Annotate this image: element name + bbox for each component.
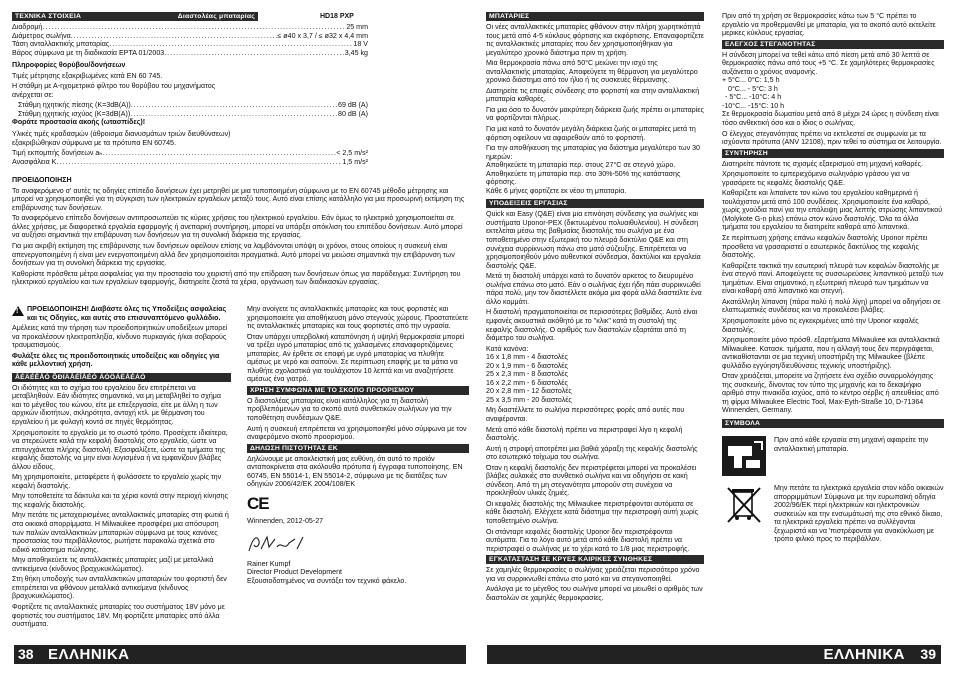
list-item: 20 x 1,9 mm - 6 διαστολές bbox=[486, 361, 568, 370]
leak-paragraph: Ο έλεγχος στεγανότητας πρέπει να εκτελεστεί σε συμφωνία με τα ισχύοντα πρότυπα (ANV 12108), πριν τεθεί το σύστημα σε λειτουργία. bbox=[722, 129, 942, 147]
battery-paragraph: Οι νέες ανταλλακτικές μπαταρίες φθάνουν στην πλήρη χωρητικότητά τους μετά από 4-5 κύκλους φόρτισης και εκφόρτισης. Επαναφορτίζετε τις ανταλλακτικές μπαταρίες που δεν χρησιμοποιήθηκαν για μεγαλύτερο χρονικό διάστημα πριν τη χρήση. bbox=[486, 23, 704, 57]
warning-paragraph: Για μια ακριβή εκτίμηση της επιβάρυνσης των δονήσεων οφείλουν επίσης να λαμβάνονται υπόψη οι χρόνοι, στους οποίους η συσκευή είναι απενεργοποιημένη ή είναι μεν ενεργοποιημένη αλλά δεν χρησιμοποιείται πραγματικά. Αυτό μπορεί να μειώσει σημαντικά την επιβάρυνση των δονήσεων για τη συνολική διάρκεια της εργασίας. bbox=[12, 242, 455, 268]
maintenance-paragraph: Καθαρίζετε και λιπαίνετε τον κώνο του εργαλείου καθημερινά ή τουλάχιστον μετά από 100 συνδέσεις. Χρησιμοποιείτε ένα καθαρό, χωρίς χνούδια πανί για την επάλειψη μιας λεπτής στρώσης λιπαντικού (Molykote G-n plus) επάνω στον κώνο διαστολής. Όλα τα άλλα τμήματα του εργαλείου τα διατηρείτε καθαρά από λιπαντικά. bbox=[722, 189, 943, 232]
footer-bar-left bbox=[14, 645, 466, 664]
warning-title: ΠΡΟΕΙΔΟΠΟΙΗΣΗ bbox=[12, 176, 72, 185]
battery-header: ΜΠΑΤΑΡΙΕΣ bbox=[486, 12, 704, 21]
battery-paragraph: Αποθηκεύετε τη μπαταρία περ. στο 30%-50% της κατάστασης φόρτισης. bbox=[486, 169, 681, 187]
model-number: HD18 PXP bbox=[320, 13, 354, 20]
battery-removal-icon bbox=[722, 436, 766, 476]
maintenance-paragraph: Καθαρίζετε τακτικά την εσωτερική πλευρά των κεφαλών διαστολής με ένα στεγνό πανί. Αποφεύγετε τις συσσωρεύσεις λιπαντικού μεταξύ των τμημάτων. Είναι σημαντικό, η εξωτερική πλευρά των τμημάτων να είναι καθαρή από λιπαντικό και στεγνή. bbox=[722, 261, 944, 296]
tool-name: Διαστολέας μπαταρίας bbox=[177, 13, 255, 20]
battery-paragraph: Κάθε 6 μήνες φορτίζετε εκ νέου τη μπαταρία. bbox=[486, 186, 627, 195]
language-label-right: ΕΛΛΗΝΙΚΑ bbox=[823, 646, 905, 663]
signer-name: Rainer Kumpf bbox=[247, 559, 291, 568]
work-tips-header: ΥΠΟΔΕΙΞΕΙΣ ΕΡΓΑΣΙΑΣ bbox=[486, 199, 704, 208]
page-number-right: 39 bbox=[920, 646, 936, 662]
warning-paragraph: Καθορίστε πρόσθετα μέτρα ασφαλείας για την προστασία του χειριστή από την επίδραση των δονήσεων όπως για παράδειγμα: Συντήρηση του ηλεκτρικού εργαλείου και των εργαλείων εφαρμογής, διατηρείτε ζεστά τα χέρια, οργάνωση των διαδικασιών εργασίας. bbox=[12, 269, 461, 287]
authorized-note: Εξουσιοδοτημένος να συντάξει τον τεχνικό φάκελο. bbox=[247, 577, 407, 586]
language-label-left: ΕΛΛΗΝΙΚΑ bbox=[48, 646, 130, 663]
maintenance-paragraph: Χρησιμοποιείτε το εμπεριεχόμενο σωληνάριο γράσου για να γρασάρετε τις κεφαλές διαστολής Q&E. bbox=[722, 170, 910, 187]
special-paragraph: Στη θήκη υποδοχής των ανταλλακτικών μπαταριών του φορτιστή δεν επιτρέπεται να φθάνουν μεταλλικά αντικείμενα (κίνδυνος βραχυκυκλώματος). bbox=[12, 575, 227, 601]
tech-data-title: ΤΕΧΝΙΚΑ ΣΤΟΙΧΕΙΑ bbox=[15, 13, 82, 20]
spec-row: Βάρος σύμφωνα με τη διαδικασία EPTA 01/2003 ..... 3,45 kg bbox=[12, 49, 368, 58]
right-col-1 bbox=[486, 12, 704, 640]
warning-paragraph: Το αναφερόμενο σ' αυτές τις οδηγίες επίπεδο δονήσεων έχει μετρηθεί με μια τυποποιημένη σύμφωνα με το EN 60745 μέθοδο μέτρησης και μπορεί να χρησιμοποιηθεί για τη σύγκριση των ηλεκτρικών εργαλείων μεταξύ τους. Αυτό είναι επίσης κατάλληλο για μια προσωρινή εκτίμηση της επιβάρυνσης των δονήσεων. bbox=[12, 186, 465, 212]
crossed-bin-icon bbox=[722, 484, 766, 524]
list-item: 16 x 1,8 mm - 4 διαστολές bbox=[486, 353, 568, 362]
leak-time-list bbox=[722, 76, 944, 110]
noise-intro: Τιμές μέτρησης εξακριβωμένες κατά EN 60 745. bbox=[12, 71, 163, 80]
work-paragraph: Οι στάνταρτ κεφαλές διαστολής Uponor δεν περιστρέφονται αυτόματα. Για το λόγο αυτό μετά από κάθε διαστολή πρέπει να περιστραφεί ο σωλήνας με το χέρι κατά το 1/8 μιας περιστροφής. bbox=[486, 527, 690, 553]
tech-data-header bbox=[12, 12, 258, 21]
left-lower-column bbox=[12, 305, 231, 640]
safety-warning-text-2: Αμέλειες κατά την τήρηση των προειδοποιητικών υποδείξεων μπορεί να προκαλέσουν ηλεκτροπληξία, κίνδυνο πυρκαγιάς ή/και σοβαρούς τραυματισμούς. bbox=[12, 324, 228, 350]
battery-paragraph: Για μια όσο το δυνατόν μακρύτερη διάρκεια ζωής πρέπει οι μπαταρίες να φορτίζονται πλήρως. bbox=[486, 105, 704, 123]
spec-row: Διάμετρος σωλήνα ..... ≤ ø40 x 3,7 / ≤ ø32 x 4,4 mm bbox=[12, 32, 368, 41]
intended-use-text: Ο διαστολέας μπαταρίας είναι κατάλληλος για τη διαστολή προβλεπόμενων για το σκοπό αυτό συνθετικών σωλήνων για την τοποθέτηση συνδέσμων Q&E. bbox=[247, 396, 452, 423]
list-item: 0°C... - 5°C: 3 h bbox=[728, 84, 778, 93]
ec-declaration-header: ΔΗΛΩΣΗ ΠΙΣΤΟΤΗΤΑΣ ΕΚ bbox=[247, 444, 469, 453]
symbol-row bbox=[722, 436, 944, 476]
special-paragraph: Οι ιδιότητες και το σχήμα του εργαλείου δεν επιτρέπεται να μεταβληθούν. Εάν ιδιότητες σημαντικά, να μη μεταβληθεί το σχήμα και το μέγεθος του κώνου, είτε με επεξεργασία, είτε με άλλη η των αρχικών ιδιοτήτων, σκληρότητα, αντοχή κτλ. με θέρμανση του εργαλείου ή με φυλαγή κοντά σε πηγές θερμότητας. bbox=[12, 383, 221, 427]
work-paragraph: Μετά τη διαστολή υπάρχει κατά το δυνατόν αρκετος το διευρυμένο σωλήνα επάνω στο ματό. Εάν ο σωλήνας έχει ήδη πάει συρρικνωθεί πάρα πολύ, μην τον διαστέλλετε ακόμα μια φορά αλλά διαστείλτε ένα άλλο κομμάτι. bbox=[486, 272, 702, 306]
battery-paragraph: Για μια κατά το δυνατόν μεγάλη διάρκεια ζωής οι μπαταρίες μετά τη φόρτιση οφείλουν να αφαιρεθούν από το φορτιστή. bbox=[486, 125, 696, 142]
cold-paragraph: Ανάλογα με το μέγεθος του σωλήνα μπορεί να μειωθεί ο αριθμός των διαστολών σε χαμηλές θερμοκρασίες. bbox=[486, 585, 703, 602]
special-paragraph: Μην πετάτε τις μεταχειρισμένες ανταλλακτικές μπαταρίες στη φωτιά ή στα οικιακά απορρίμματα. Η Milwaukee προσφέρει μια απόσυρση των παλιών ανταλλακτικών μπαταριών σύμφωνα με τους κανόνες προστασίας του περιβάλλοντος, ρωτήστε παρακαλώ σχετικά στο ειδικό κατάστημα πώλησης. bbox=[12, 511, 229, 554]
noise-row: Στάθμη ηχητικής ισχύος (K=3dB(A)) ..... 80 dB (A) bbox=[12, 110, 368, 119]
special-paragraph: Μη χρησιμοποιείτε, μεταφέρετε ή φυλάσσετε το εργαλείο χωρίς την κεφαλή διαστολής. bbox=[12, 473, 222, 490]
maintenance-header: ΣΥΝΤΗΡΗΣΗ bbox=[722, 149, 944, 158]
list-item: 25 x 3,5 mm - 20 διαστολές bbox=[486, 395, 572, 404]
maintenance-paragraph: Χρησιμοποιείτε μόνο τις εγκεκριμένες από την Uponor κεφαλές διαστολής. bbox=[722, 316, 919, 334]
ear-protection: Φοράτε προστασία ακοής (ωτασπίδες)! bbox=[12, 118, 146, 127]
vibration-row: Ανασφάλεια K ..... 1,5 m/s² bbox=[12, 158, 368, 167]
special-safety-header: ÅÉÄÉÊÅÓ ÕÐÏÄÅÉÎÅÉÓ ÁÓÖÁËÅÉÁÓ bbox=[12, 373, 231, 382]
battery-paragraph: Μια θερμοκρασία πάνω από 50°C μειώνει την ισχύ της ανταλλακτικής μπαταρίας. Αποφεύγετε τη θέρμανση για μεγαλύτερο χρονικό διάστημα από τον ήλιο ή τις συσκευές θέρμανσης. bbox=[486, 59, 698, 85]
vibration-intro: Υλικές τιμές κραδασμών (άθροισμα διανυσμάτων τριών διευθύνσεων) εξακριβώθηκαν σύμφωνα με τα πρότυπα EN 60745. bbox=[12, 130, 231, 147]
work-paragraph: Αυτή η στροφή αποτρέπει μια βαθιά χάραξη της κεφαλής διαστολής στο εσωτερικό τοίχωμα του σωλήνα. bbox=[486, 444, 698, 462]
maintenance-paragraph: Ακατάλληλη λίπανση (πάρα πολύ ή πολύ λίγη) μπορεί να οδηγήσει σε ελαττωματικές συνδέσεις και να προκαλέσει βλάβες. bbox=[722, 297, 941, 315]
special-paragraph: Μην τοποθετείτε τα δάκτυλα και τα χέρια κοντά στην περιοχή κίνησης της κεφαλής διαστολής. bbox=[12, 492, 229, 509]
symbol-row bbox=[722, 484, 944, 546]
special-paragraph: Χρησιμοποιείτε το εργαλείο με το σωστό τρόπο. Προσέχετε ιδιαίτερα, να στερεώνετε καλά την κεφαλή διαστολής στο εργαλείο, ώστε να επιτυγχάνεται πλήρης διαστολή. Εξασφαλίζετε, ώστε τα τμήματα της κεφαλής διαστολής να μην είναι λυγισμένα ή να εμφανίζουν βλάβες άλλου είδους. bbox=[12, 428, 228, 471]
expansion-rules-list bbox=[486, 353, 704, 404]
safety-warning-box bbox=[12, 305, 231, 324]
special-paragraph: Μην αποθηκεύετε τις ανταλλακτικές μπαταρίες μαζί με μεταλλικά αντικείμενα (κίνδυνος βραχυκυκλώματος). bbox=[12, 556, 214, 573]
cold-weather-header: ΕΓΚΑΤΑΣΤΑΣΗ ΣΕ ΚΡΥΕΣ ΚΑΙΡΙΚΕΣ ΣΥΝΘΗΚΕΣ bbox=[486, 555, 704, 564]
signature-icon bbox=[247, 533, 317, 555]
maintenance-paragraph: Σε περίπτωση χρήσης επάνω κεφαλών διαστολής Uponor πρέπει προσθετα να γρασαριστεί ο εσωτερικός δακτύλιος της κεφαλής διαστολής. bbox=[722, 234, 928, 260]
battery-paragraph: Διατηρείτε τις επαφές σύνδεσης στο φορτιστή και στην ανταλλακτική μπαταρία καθαρές. bbox=[486, 86, 700, 104]
work-paragraph: Μετά από κάθε διαστολή πρέπει να περιστραφεί λίγο η κεφαλή διαστολής. bbox=[486, 425, 683, 443]
warning-triangle-icon bbox=[12, 306, 24, 316]
maintenance-paragraph: Χρησιμοποιείτε μόνο πρόσθ. εξαρτήματα Milwaukee και ανταλλακτικά Milwaukee. Κατασκ. τμήματα, που η αλλαγή τους δεν περιγράφεται, αντικαθίστανται σε μια τεχνική υποστήριξη της Milwaukee (βλέπε φυλλάδιο εγγύηση/διευθύνσεις τεχνικής υποστήριξης). bbox=[722, 336, 940, 370]
noise-title: Πληροφορίες θορύβου/δονήσεων bbox=[12, 61, 126, 70]
safety-warning-text-3: Φυλάξτε όλες τις προειδοποιητικές υποδείξεις και οδηγίες για κάθε μελλοντική χρήση. bbox=[12, 351, 220, 369]
work-paragraph: Όταν η κεφαλή διαστολής δεν περιστρέφεται μπορεί να προκαλέσει βλάβες αυλακιές στο συνθετικό σωλήνα και να οδηγήσει σε κακή σύνδεση. Από τη μη στεγανότητα μπορούν στη συνέχεια να προκληθούν υλικές ζημιές. bbox=[486, 463, 697, 498]
work-paragraph: Κατά κανόνα: bbox=[486, 344, 529, 353]
ec-declaration-text: Δηλώνουμε με αποκλειστική μας ευθύνη, ότι αυτό το προϊόν ανταποκρίνεται στα ακόλουθα πρότυπα ή έγγραφα τυποποίησης. EN 60745, EN 55014-1, EN 55014-2, σύμφωνα με τις διατάξεις των οδηγιών 2006/42/EK 2004/108/EK bbox=[247, 454, 463, 489]
leak-paragraph: Η σύνδεση μπορεί να τεθεί κάτω από πίεση μετά από 30 λεπτά σε θερμοκρασίες πάνω από τους +5 °C. Σε χαμηλότερες θερμοκρασίες αυξάνεται ο χρόνος αναμονής. bbox=[722, 50, 935, 76]
work-paragraph: Η διαστολή πραγματοποιείται σε περισσότερες βαθμίδες. Αυτό είναι εμφανές ακουστικά ακόθητό με το "κλικ" κατά τη συστολή της κεφαλής διαστολής. Ο αριθμός των διαστολών εξαρτάται από τη διάμετρο του σωλήνα. bbox=[486, 308, 698, 343]
right-col-2 bbox=[722, 12, 944, 640]
preheat-paragraph: Πριν από τη χρήση σε θερμοκρασίες κάτω των 5 °C πρέπει το εργαλείο να προθερμανθεί με μπαταρία, για το σκοπό αυτό εκτελείτε μερικες κύκλους εργασίας. bbox=[722, 12, 936, 38]
leak-test-header: ΕΛΕΓΧΟΣ ΣΤΕΓΑΝΟΤΗΤΑΣ bbox=[722, 40, 944, 49]
page-number-left: 38 bbox=[18, 646, 34, 662]
vibration-row: Τιμή εκπομπής δονήσεων aₕ ..... < 2,5 m/s² bbox=[12, 149, 368, 158]
warning-paragraph: Το αναφερόμενο επίπεδο δονήσεων αντιπροσωπεύει τις κύριες χρήσεις του ηλεκτρικού εργαλείου. Εάν όμως το ηλεκτρικό χρησιμοποιείται σε άλλες χρήσεις, με διαφορετικά εργαλεία εφαρμογής ή ανεπαρκή συντήρηση, μπορεί να υπάρξει απόκλιση του επιπέδου δονήσεων. Αυτό μπορεί να αυξήσει σημαντικά την επιβάρυνση των δονήσεων για τη συνολική διάρκεια της εργασίας. bbox=[12, 214, 463, 240]
page-right bbox=[477, 0, 954, 677]
list-item: 25 x 2,3 mm - 8 διαστολές bbox=[486, 370, 568, 379]
maintenance-paragraph: Διατηρείτε πάντοτε τις σχισμές εξαερισμού στη μηχανή καθαρές. bbox=[722, 159, 923, 168]
battery-note: Μην ανοίγετε τις ανταλλακτικές μπαταρίες και τους φορτιστές και χρησιμοποιείτε για αποθήκευση μόνο στεγνούς χώρους. Προστατεύετε τις ανταλλακτικές μπαταρίες και τους φορτιστές από την υγρασία. bbox=[247, 305, 469, 331]
safety-warning-text: ΠΡΟΕΙΔΟΠΟΙΗΣΗ! Διαβάστε όλες τις Υποδείξεις ασφαλείας και τις Οδηγίες, και αυτές στο επισυναπτόμενο φυλλάδιο. bbox=[27, 305, 227, 322]
tech-data-section bbox=[12, 12, 468, 289]
symbol-description: Πριν από κάθε εργασία στη μηχανή αφαιρείτε την ανταλλακτική μπαταρία. bbox=[774, 435, 929, 453]
list-item: - 5°C... -10°C: 4 h bbox=[725, 93, 782, 102]
battery-paragraph: Για την αποθήκευση της μπαταρίας για διάστημα μεγαλύτερο των 30 ημερών: bbox=[486, 144, 700, 161]
leak-paragraph: Σε θερμοκρασία δωματίου μετά από 8 μέχρι 24 ώρες η σύνδεση είναι τόσο ανθεκτική όσο και ο ίδιος ο σωλήνας. bbox=[722, 110, 939, 128]
list-item: -10°C... -15°C: 10 h bbox=[722, 101, 785, 110]
ce-mark: CE bbox=[247, 493, 269, 513]
battery-paragraph: Αποθηκεύετε τη μπαταρία περ. στους 27°C σε στεγνό χώρο. bbox=[486, 161, 676, 170]
declaration-date: Winnenden, 2012-05-27 bbox=[247, 516, 324, 525]
work-paragraph: Οι κεφαλές διαστολής της Milwaukee περιστρέφονται αυτόματα σε κάθε διαστολή. Ελέγχετε κατά διάστημα την περιστροφή αυτή χωρίς τοποθετημένο σωλήνα. bbox=[486, 499, 699, 525]
spec-row: Διαδρομή ..... 25 mm bbox=[12, 23, 368, 32]
work-paragraph: Μη διαστέλλετε το σωλήνα περισσότερες φορές από αυτές που αναφέρονται. bbox=[486, 406, 685, 423]
signer-title: Director Product Development bbox=[247, 568, 343, 577]
cold-paragraph: Σε χαμηλές θερμοκρασίες ο σωλήνας χρειάζεται περισσότερο χρόνο για να συρρικνωθεί επάνω στο ματό και να στεγανοποιηθεί. bbox=[486, 566, 700, 583]
footer-bar-right bbox=[487, 645, 941, 664]
list-item: 20 x 2,8 mm - 12 διαστολές bbox=[486, 387, 572, 396]
special-paragraph: Φορτίζετε τις ανταλλακτικές μπαταρίες του συστήματος 18V μόνο με φορτιστές του συστήματος 18V. Μη φορτίζετε μπαταρίες από άλλα συστήματα. bbox=[12, 602, 225, 629]
battery-note: Όταν υπάρχει υπερβολική καταπόνηση ή υψηλή θερμοκρασία μπορεί να τρέξει υγρό μπαταρίας από τις χαλασμένες επαναφορτιζόμενες μπαταρίες. Αν έρθετε σε επαφή με υγρό μπαταρίας να πλυθήτε αμέσως με νερό και σαπούνι. Σε περίπτωση επαφής με τα μάτια να πλυθήτε σχολαστικά για τουλάχιστον 10 λεπτά και να αναζητήσετε αμέσως ένα γιατρό. bbox=[247, 332, 465, 384]
list-item: 16 x 2,2 mm - 6 διαστολές bbox=[486, 378, 568, 387]
intended-use-header: ΧΡΗΣΗ ΣΥΜΦΩΝΑ ΜΕ ΤΟ ΣΚΟΠΟ ΠΡΟΟΡΙΣΜΟΥ bbox=[247, 386, 469, 395]
left-mid-column bbox=[247, 305, 469, 640]
work-paragraph: Quick και Easy (Q&E) είναι μια επινόηση σύνδεσης για σωλήνες και συστήματα Uponor-PEX (δικτυωμένου πολυαιθυλενίου). Η σύνδεση εκτελείται μέσω της βαθμιαίας διαστολής του σωλήνα με ένα τοποθετημένο στην εξωτερική του πλευρά δακτύλιο Q&E και στη συνέχεια συρρίκνωση πάνω στο ματό σύζευξης. Επιτρέπεται να χρησιμοποιηθούν μόνο αυθεντικοί σύνδεσμοι, δακτύλιοι και εργαλεία διαστολής Q&E. bbox=[486, 210, 701, 270]
spec-row: Τάση ανταλλακτικής μπαταρίας ..... 18 V bbox=[12, 40, 368, 49]
maintenance-paragraph: Όταν χρειάζεται, μπορείτε να ζητήσετε ένα σχέδιο συναρμολόγησης της συσκευής, δίνοντας τον τύπο της μηχανής και το δεκαψήφιο αριθμό στην πινακίδα ισχύος, από το κέντρο σέρβις ή απευθείας από τη φίρμα Milwaukee Electric Tool, Max-Eyth-Straße 10, D-71364 Winnenden, Germany. bbox=[722, 372, 939, 415]
symbol-description: Μην πετάτε τα ηλεκτρικά εργαλεία στον κάδο οικιακών απορριμμάτων! Σύμφωνα με την ευρωπαϊκή οδηγία 2002/96/ΕΚ περί ηλεκτρικών και ηλεκτρονικών συσκευών και την ενσωμάτωσή της στο εθνικό δίκαιο, τα ηλεκτρικά εργαλεία πρέπει να συλλέγονται ξεχωριστά και να 'πιστρέφονται για ανακύκλωση με τρόπο φιλικό προς το περιβάλλον. bbox=[774, 483, 944, 544]
symbols-header: ΣΥΜΒΟΛΑ bbox=[722, 419, 944, 428]
noise-row: Στάθμη ηχητικής πίεσης (K=3dB(A)) ..... 69 dB (A) bbox=[12, 101, 368, 110]
intended-use-text: Αυτή η συσκευή επιτρέπεται να χρησιμοποιηθεί μόνο σύμφωνα με τον αναφερόμενο σκοπό προορισμού. bbox=[247, 424, 467, 442]
list-item: + 5°C... 0°C: 1,5 h bbox=[722, 76, 780, 85]
noise-intro-2: Η στάθμη με Α-ηχομετρικό φίλτρο του θορύβου του μηχανήματος ανέρχεται σε: bbox=[12, 82, 216, 99]
